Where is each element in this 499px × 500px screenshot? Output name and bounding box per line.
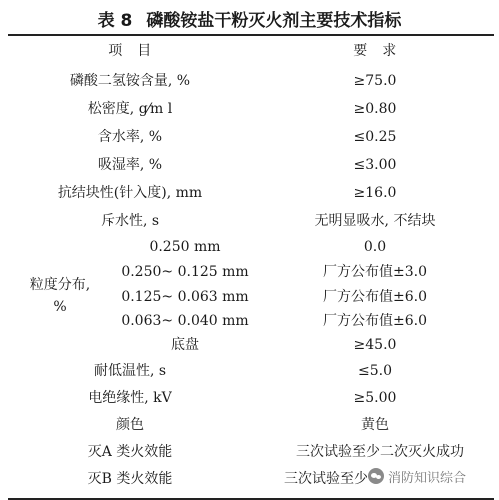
item-color: 颜色: [116, 417, 144, 433]
item-anti-caking: 抗结块性(针入度), mm: [57, 185, 203, 201]
value-color: 黄色: [361, 417, 389, 433]
table-top-rule: [8, 34, 494, 36]
value-insulation: ≥5.00: [353, 390, 397, 406]
particle-size-label: 粒度分布,: [29, 277, 91, 293]
item-insulation: 电绝缘性, kV: [88, 390, 172, 406]
table-title-text: 磷酸铵盐干粉灭火剂主要技术指标: [146, 11, 402, 31]
particle-range-4: 0.063~ 0.040 mm: [121, 313, 249, 329]
particle-range-3: 0.125~ 0.063 mm: [121, 289, 249, 305]
header-requirement: 要 求: [353, 43, 397, 59]
item-class-a: 灭A 类火效能: [87, 444, 173, 460]
particle-value-4: 厂方公布值±6.0: [323, 313, 427, 329]
item-hygroscopicity: 吸湿率, %: [97, 157, 163, 173]
value-hygroscopicity: ≤3.00: [353, 157, 397, 173]
value-low-temp: ≤5.0: [358, 363, 392, 379]
table-title: [0, 6, 499, 31]
particle-value-1: 0.0: [363, 239, 387, 255]
item-ammonium-phosphate: 磷酸二氢铵含量, %: [69, 73, 191, 89]
particle-size-unit: %: [53, 299, 67, 315]
value-anti-caking: ≥16.0: [353, 185, 397, 201]
particle-value-3: 厂方公布值±6.0: [323, 289, 427, 305]
value-moisture: ≤0.25: [353, 129, 397, 145]
table-number: 表 8: [97, 11, 133, 31]
header-item: 项 目: [108, 43, 152, 59]
item-low-temp: 耐低温性, s: [93, 363, 167, 379]
item-water-repellency: 斥水性, s: [100, 213, 160, 229]
particle-range-pan: 底盘: [171, 337, 199, 353]
particle-range-2: 0.250~ 0.125 mm: [121, 264, 249, 280]
value-class-a: 三次试验至少二次灭火成功: [296, 444, 464, 460]
item-bulk-density: 松密度, g⁄m l: [87, 101, 173, 117]
particle-value-pan: ≥45.0: [353, 337, 397, 353]
value-bulk-density: ≥0.80: [353, 101, 397, 117]
value-water-repellency: 无明显吸水, 不结块: [314, 213, 436, 229]
particle-value-2: 厂方公布值±3.0: [323, 264, 427, 280]
particle-range-1: 0.250 mm: [149, 239, 221, 255]
watermark-text: 消防知识综合: [388, 470, 467, 486]
item-moisture: 含水率, %: [97, 129, 163, 145]
watermark: [368, 466, 494, 486]
value-class-b: 三次试验至少: [284, 471, 368, 487]
wechat-icon: [368, 468, 384, 484]
value-ammonium-phosphate: ≥75.0: [353, 73, 397, 89]
item-class-b: 灭B 类火效能: [87, 471, 173, 487]
